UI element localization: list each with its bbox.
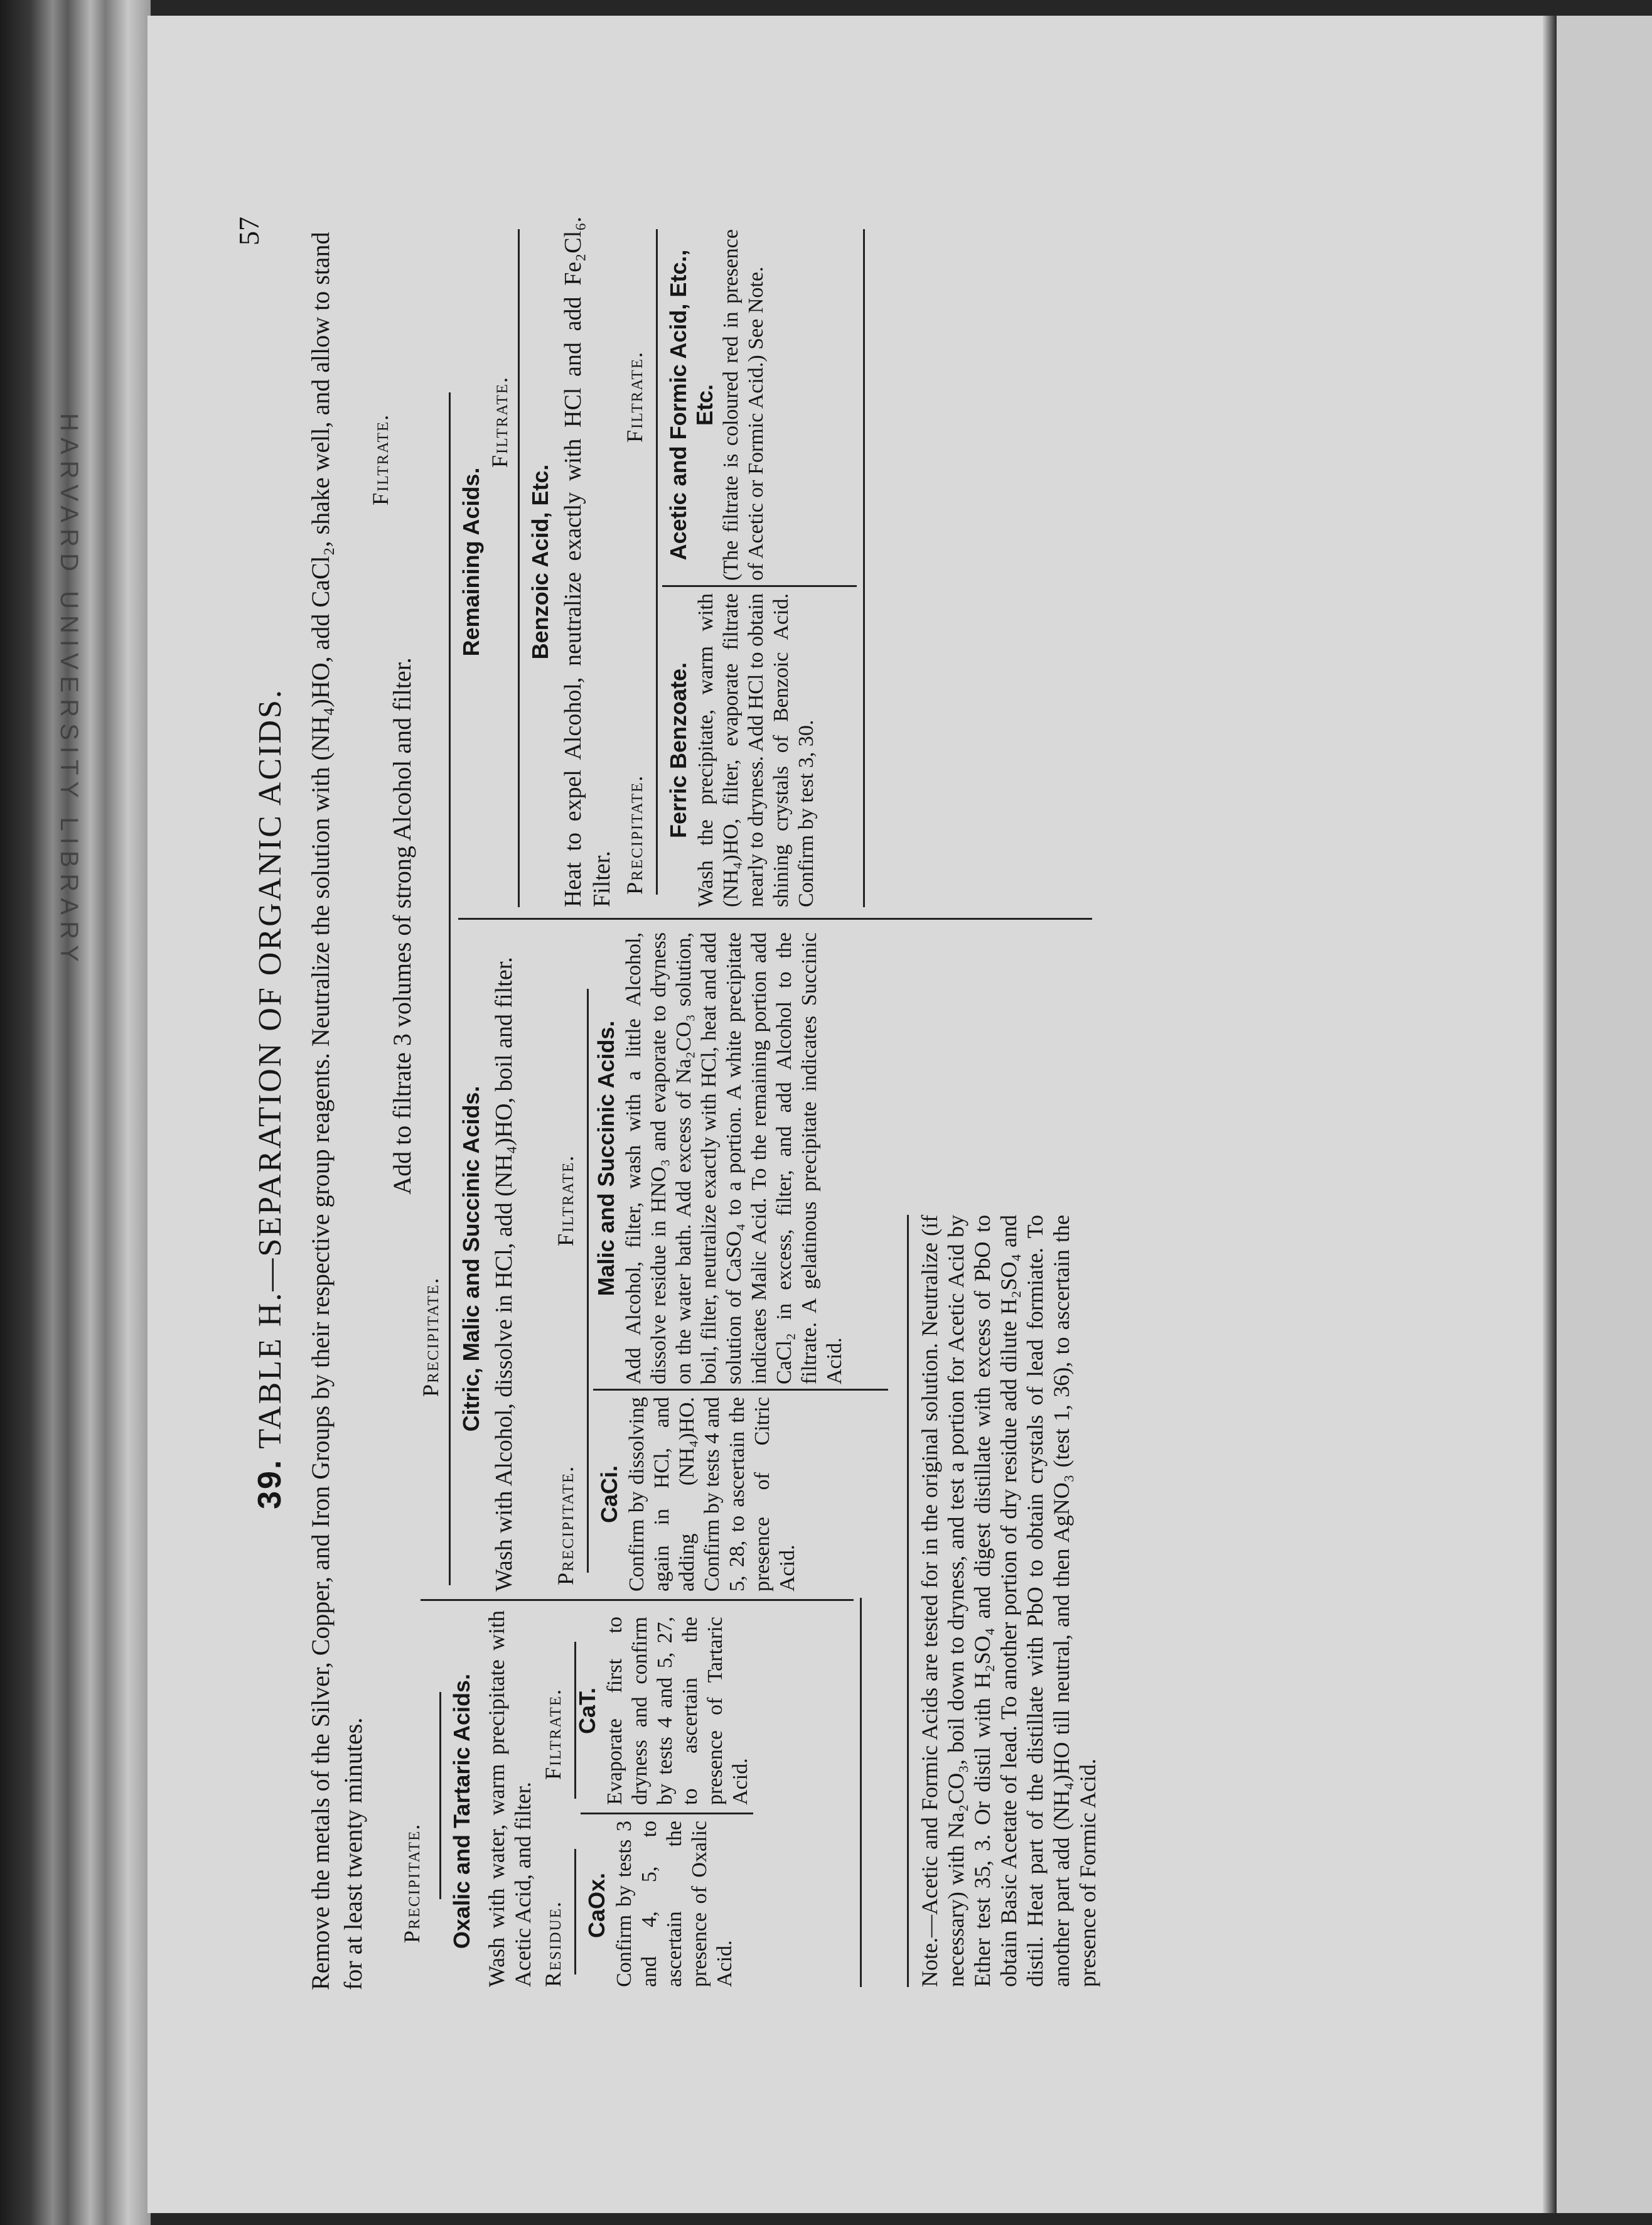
library-stamp: HARVARD UNIVERSITY LIBRARY	[55, 413, 83, 968]
ms-heading: Malic and Succinic Acids.	[593, 1020, 619, 1296]
col2-precipitate-label: Precipitate.	[418, 1276, 443, 1397]
remaining-acids-heading: Remaining Acids.	[458, 467, 484, 657]
col3-precipitate-label: Precipitate.	[622, 774, 647, 895]
acetic-formic-text: (The filtrate is coloured red in presence of Acetic or Formic Acid.) See Note.	[719, 229, 768, 581]
col1-precipitate-label: Precipitate.	[399, 1823, 424, 1943]
rotated-table-page	[232, 173, 1475, 2025]
ms-text: Add Alcohol, filter, wash with a little Alcohol, dissolve residue in HNO₃ and evaporate to dryness on the water bath. Add excess of Na₂CO₃ solution, boil, filter, neutralize exactly with HCl, heat and add solution of CaSO₄ to a portion. A white precipitate indicates Malic Acid. To the remaining portion add CaCl₂ in excess, filter, and add Alcohol to the filtrate. A gelatinous precipitate indicates Succinic Acid.	[622, 932, 846, 1384]
residue-label: Residue.	[540, 1900, 566, 1987]
facing-page	[1557, 16, 1652, 2213]
ferric-benzoate-text: Wash the precipitate, warm with (NH₄)HO, filter, evaporate filtrate nearly to dryness. Add HCl to obtain shining crystals of Benzoic Acid. Confirm by test 3, 30.	[694, 593, 818, 907]
cat-heading: CaT.	[574, 1687, 600, 1735]
book-page-edges	[0, 0, 151, 2225]
title-number: 39.	[252, 1458, 288, 1509]
benzoic-text: Heat to expel Alcohol, neutralize exactly with HCl and add Fe₂Cl₆. Filter.	[560, 217, 615, 907]
col1-filtrate-label: Filtrate.	[540, 1688, 566, 1780]
page-title	[251, 173, 289, 2025]
title-text: TABLE H.—SEPARATION OF ORGANIC ACIDS.	[252, 688, 288, 1449]
caci-text: Confirm by dissolving again in HCl, and adding (NH₄)HO. Confirm by tests 4 and 5, 28, to ascertain the presence of Citric Acid.	[625, 1397, 799, 1592]
caox-text: Confirm by tests 3 and 4, 5, to ascertain the presence of Oxalic Acid.	[613, 1821, 736, 1987]
page-number: 57	[233, 217, 265, 245]
col3-sub-filtrate-label: Filtrate.	[487, 375, 512, 468]
add-filtrate-text: Add to filtrate 3 volumes of strong Alcohol and filter.	[388, 657, 416, 1195]
cat-text: Evaporate first to dryness and confirm by tests 4 and 5, 27, to ascertain the presence of Tartaric Acid.	[603, 1617, 752, 1805]
benzoic-heading: Benzoic Acid, Etc.	[527, 464, 553, 660]
intro-text: Remove the metals of the Silver, Copper, and Iron Groups by their respective group reagents. Neutralize the solution with (NH₄)HO, add CaCl₂, shake well, and allow to stand for at least twenty minutes.	[306, 232, 367, 1990]
col1-heading: Oxalic and Tartaric Acids.	[449, 1673, 475, 1949]
caox-heading: CaOx.	[584, 1872, 609, 1939]
col2-sub-filtrate-label: Filtrate.	[553, 1154, 578, 1246]
caci-heading: CaCi.	[596, 1465, 622, 1524]
cms-heading: Citric, Malic and Succinic Acids.	[458, 1086, 484, 1432]
col2-sub-precipitate-label: Precipitate.	[553, 1465, 578, 1585]
cms-text: Wash with Alcohol, dissolve in HCl, add (NH₄)HO, boil and filter.	[491, 957, 517, 1592]
note-text: Note.—Acetic and Formic Acids are tested for in the original solution. Neutralize (if necessary) with Na₂CO₃, boil down to dryness, and test a portion for Acetic Acid by Ether test 35, 3. Or distil with H₂SO₄ and digest distillate with excess of PbO to obtain Basic Acetate of lead. To another portion of dry residue add dilute H₂SO₄ and distil. Heat part of the distillate with PbO to obtain crystals of lead formiate. To another part add (NH₄)HO till neutral, and then AgNO₃ (test 1, 36), to ascertain the presence of Formic Acid.	[917, 1215, 1100, 1987]
acetic-formic-heading: Acetic and Formic Acid, Etc., Etc.	[665, 249, 717, 561]
col3-last-filtrate-label: Filtrate.	[622, 350, 647, 443]
ferric-benzoate-heading: Ferric Benzoate.	[665, 662, 691, 839]
col3-filtrate-label: Filtrate.	[368, 413, 393, 505]
col1-text: Wash with water, warm precipitate with Acetic Acid, and filter.	[484, 1610, 535, 1987]
